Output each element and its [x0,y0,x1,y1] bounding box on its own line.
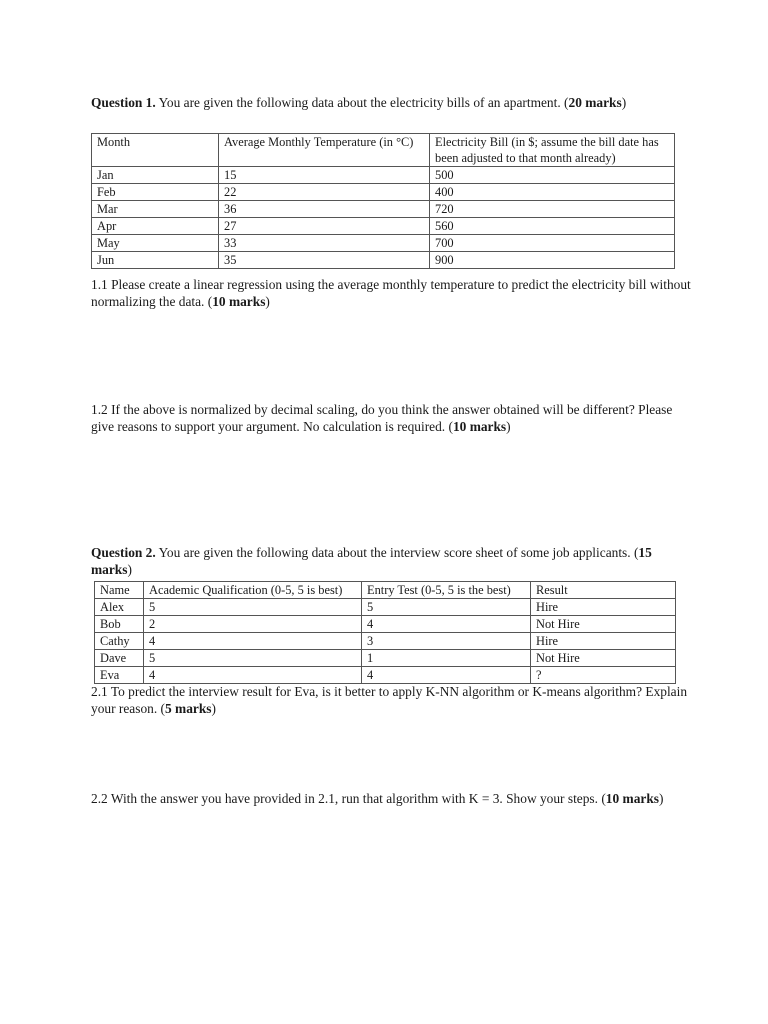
header-temperature: Average Monthly Temperature (in °C) [219,134,430,167]
header-name: Name [95,582,144,599]
table-cell: Cathy [95,633,144,650]
question-2-heading: Question 2. [91,545,156,560]
table-cell: 4 [144,633,362,650]
table-cell: ? [531,667,676,684]
table-cell: 560 [430,218,675,235]
table-row [92,235,675,252]
table-cell: Dave [95,650,144,667]
table-cell: Jan [92,167,219,184]
question-1-2-marks: 10 marks [452,419,507,434]
table-cell: 720 [430,201,675,218]
table-cell: Apr [92,218,219,235]
question-2-1-marks: 5 marks [165,701,212,716]
header-month: Month [92,134,219,167]
question-2-intro [91,544,691,578]
table-cell: 15 [219,167,430,184]
table-row [95,667,676,684]
table-cell: 33 [219,235,430,252]
table-cell: 400 [430,184,675,201]
table-cell: Hire [531,599,676,616]
table-row [92,201,675,218]
table-row [95,650,676,667]
question-1-1-marks: 10 marks [212,294,266,309]
table-cell: Hire [531,633,676,650]
table-cell: Bob [95,616,144,633]
table-cell: 5 [144,650,362,667]
table-row [92,218,675,235]
table-cell: May [92,235,219,252]
table-cell: 27 [219,218,430,235]
table-cell: 5 [362,599,531,616]
question-2-text: Question 2. You are given the following data about the interview score sheet of some job applicants. (15 marks) [91,545,652,577]
table-cell: 4 [144,667,362,684]
header-result: Result [531,582,676,599]
table-header-row [92,134,675,167]
question-1-marks: 20 marks [568,95,622,110]
table-cell: Not Hire [531,616,676,633]
table-cell: Jun [92,252,219,269]
electricity-table [91,133,675,269]
question-2-2: 2.2 With the answer you have provided in 2.1, run that algorithm with K = 3. Show your steps. (10 marks) [91,791,664,806]
table-cell: Feb [92,184,219,201]
table-row [95,616,676,633]
question-1-1: 1.1 Please create a linear regression using the average monthly temperature to predict the electricity bill without normalizing the data. (10 marks) [91,277,691,309]
header-entry-test: Entry Test (0-5, 5 is the best) [362,582,531,599]
table-cell: 700 [430,235,675,252]
table-cell: 4 [362,667,531,684]
table-cell: 900 [430,252,675,269]
table-cell: 22 [219,184,430,201]
table-cell: Alex [95,599,144,616]
question-1-text: Question 1. You are given the following data about the electricity bills of an apartment. (20 marks) [91,95,627,110]
table-cell: Eva [95,667,144,684]
table-cell: 500 [430,167,675,184]
table-cell: 4 [362,616,531,633]
table-cell: 3 [362,633,531,650]
table-cell: 5 [144,599,362,616]
table-cell: 36 [219,201,430,218]
question-2-1: 2.1 To predict the interview result for Eva, is it better to apply K-NN algorithm or K-means algorithm? Explain your reason. (5 marks) [91,684,688,716]
question-1-intro [91,94,691,111]
table-header-row [95,582,676,599]
table-row [95,599,676,616]
question-2-marks: 15 marks [91,545,652,577]
interview-table [94,581,676,684]
table-cell: 35 [219,252,430,269]
header-academic: Academic Qualification (0-5, 5 is best) [144,582,362,599]
table-row [92,252,675,269]
question-1-heading: Question 1. [91,95,156,110]
header-bill: Electricity Bill (in $; assume the bill date has been adjusted to that month already) [430,134,675,167]
table-row [92,184,675,201]
table-cell: 1 [362,650,531,667]
question-2-2-marks: 10 marks [605,791,659,806]
table-row [92,167,675,184]
table-row [95,633,676,650]
table-cell: 2 [144,616,362,633]
table-cell: Mar [92,201,219,218]
table-cell: Not Hire [531,650,676,667]
question-1-2: 1.2 If the above is normalized by decimal scaling, do you think the answer obtained will be different? Please give reasons to support your argument. No calculation is required. (10 marks) [91,402,673,434]
